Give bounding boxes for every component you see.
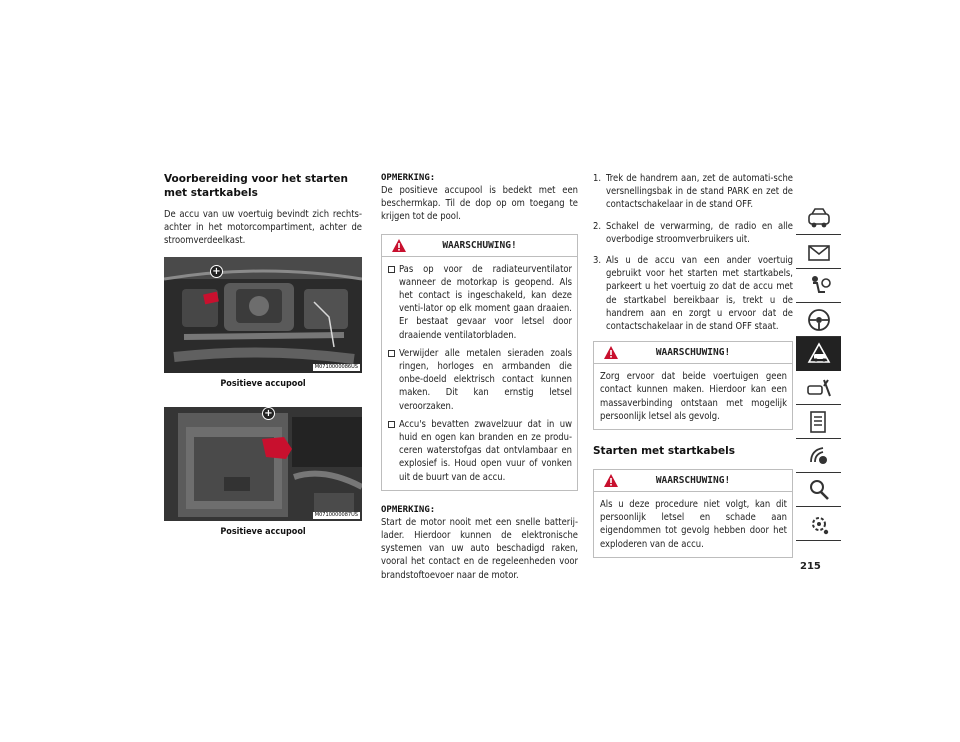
tab-customer-assistance[interactable] bbox=[796, 507, 841, 541]
step-item bbox=[593, 254, 793, 333]
warning-box bbox=[593, 469, 793, 558]
warning-triangle-icon bbox=[604, 474, 618, 487]
note-label: OPMERKING: bbox=[381, 504, 436, 515]
square-bullet-icon bbox=[388, 266, 395, 273]
section-heading: Voorbereiding voor het starten met startkabels bbox=[164, 173, 348, 199]
plus-marker-icon: + bbox=[210, 265, 223, 278]
tab-service[interactable] bbox=[796, 371, 841, 405]
note-text: Start de motor nooit met een snelle batterij-lader. Hierdoor kunnen de elektronische systemen van uw auto beschadigd raken, vooral het contact en de regeleenheden voor brandstoftoevoer naar de motor. bbox=[381, 516, 578, 581]
dashboard-car-icon bbox=[805, 204, 833, 232]
multimedia-icon bbox=[805, 442, 833, 470]
battery-closeup-illustration bbox=[164, 407, 362, 521]
service-wrench-icon bbox=[805, 374, 833, 402]
warning-header bbox=[594, 342, 792, 364]
figure-caption: Positieve accupool bbox=[220, 378, 306, 389]
step-number: 3. bbox=[593, 255, 602, 267]
warning-triangle-icon bbox=[392, 239, 406, 252]
warning-header bbox=[382, 235, 577, 257]
warning-triangle-icon bbox=[604, 346, 618, 359]
engine-bay-photo-2 bbox=[164, 407, 362, 521]
plus-marker-icon: + bbox=[262, 407, 275, 420]
square-bullet-icon bbox=[388, 350, 395, 357]
warning-bullet bbox=[388, 418, 572, 484]
step-number: 1. bbox=[593, 173, 602, 184]
tab-specifications[interactable] bbox=[796, 405, 841, 439]
warning-body: Zorg ervoor dat beide voertuigen geen contact kunnen maken. Hierdoor kan een massaverbinding ontstaan met mogelijk persoonlijk letsel als gevolg. bbox=[600, 371, 787, 422]
warning-bullet bbox=[388, 263, 572, 342]
tab-driving[interactable] bbox=[796, 303, 841, 337]
steering-wheel-icon bbox=[805, 306, 833, 334]
airbag-person-icon bbox=[805, 272, 833, 300]
warning-box bbox=[593, 341, 793, 430]
step-text: Schakel de verwarming, de radio en alle overbodige stroomverbruikers uit. bbox=[606, 220, 793, 245]
tab-dashboard[interactable] bbox=[796, 201, 841, 235]
note-text: De positieve accupool is bedekt met een beschermkap. Til de dop op om toegang te krijgen tot de pool. bbox=[381, 185, 578, 223]
warning-body bbox=[382, 257, 577, 490]
section-heading: Starten met startkabels bbox=[593, 445, 735, 458]
warning-header bbox=[594, 470, 792, 492]
step-number: 2. bbox=[593, 220, 602, 232]
warning-body: Als u deze procedure niet volgt, kan dit persoonlijk letsel en schade aan eigendommen tot gevolg hebben door het exploderen van de accu. bbox=[600, 499, 787, 550]
warning-bullet bbox=[388, 347, 572, 413]
square-bullet-icon bbox=[388, 421, 395, 428]
tab-safety[interactable] bbox=[796, 269, 841, 303]
warning-bullet-text: Verwijder alle metalen sieraden zoals ringen, horloges en armbanden die onbe-doeld elektrisch contact kunnen maken. Dit kan ernstig letsel veroorzaken. bbox=[399, 347, 572, 412]
note-label: OPMERKING: bbox=[381, 173, 436, 183]
engine-bay-illustration bbox=[164, 257, 362, 373]
warning-box bbox=[381, 234, 578, 491]
emergency-car-icon bbox=[805, 340, 833, 368]
figure-code: M0710000086US bbox=[314, 363, 358, 370]
page-number: 215 bbox=[800, 561, 821, 572]
step-item bbox=[593, 172, 793, 212]
step-text: Trek de handrem aan, zet de automati-sche versnellingsbak in de stand PARK en zet de contactschakelaar in de stand OFF. bbox=[606, 173, 793, 211]
left-column bbox=[164, 172, 362, 538]
intro-text: De accu van uw voertuig bevindt zich rechts-achter in het motorcompartiment, achter de stroomverdeelkast. bbox=[164, 209, 362, 247]
tab-multimedia[interactable] bbox=[796, 439, 841, 473]
chapter-tabs bbox=[796, 201, 841, 541]
figure-code: M0710000087US bbox=[314, 511, 358, 518]
tab-index[interactable] bbox=[796, 473, 841, 507]
magnifier-icon bbox=[805, 476, 833, 504]
step-text: Als u de accu van een ander voertuig gebruikt voor het starten met startkabels, parkeert u het voertuig zo dat de accu met de startkabel bereikbaar is, trekt u de handrem aan en zorgt u ervoor dat de contactschakelaar in de stand OFF staat. bbox=[606, 255, 793, 333]
tab-instrument[interactable] bbox=[796, 235, 841, 269]
warning-title: WAARSCHUWING! bbox=[655, 347, 731, 359]
right-column bbox=[593, 172, 793, 558]
warning-bullet-text: Accu's bevatten zwavelzuur dat in uw huid en ogen kan branden en ze produ-ceren waterstofgas dat ontvlambaar en explosief is. Houd open vuur of vonken uit de buurt van de accu. bbox=[399, 418, 572, 483]
tab-emergency[interactable] bbox=[796, 337, 841, 371]
step-item bbox=[593, 220, 793, 246]
warning-bullet-text: Pas op voor de radiateurventilator wanneer de motorkap is geopend. Als het contact is ingeschakeld, kan deze venti-lator op elk moment gaan draaien. Er bestaat gevaar voor letsel door draaiende ventilatorbladen. bbox=[399, 263, 572, 341]
figure-caption: Positieve accupool bbox=[220, 526, 306, 537]
document-list-icon bbox=[805, 408, 833, 436]
settings-person-icon bbox=[805, 510, 833, 538]
middle-column bbox=[381, 172, 578, 582]
warning-title: WAARSCHUWING! bbox=[442, 239, 517, 251]
warning-title: WAARSCHUWING! bbox=[655, 475, 731, 487]
engine-bay-photo-1 bbox=[164, 257, 362, 373]
letter-icon bbox=[805, 238, 833, 266]
